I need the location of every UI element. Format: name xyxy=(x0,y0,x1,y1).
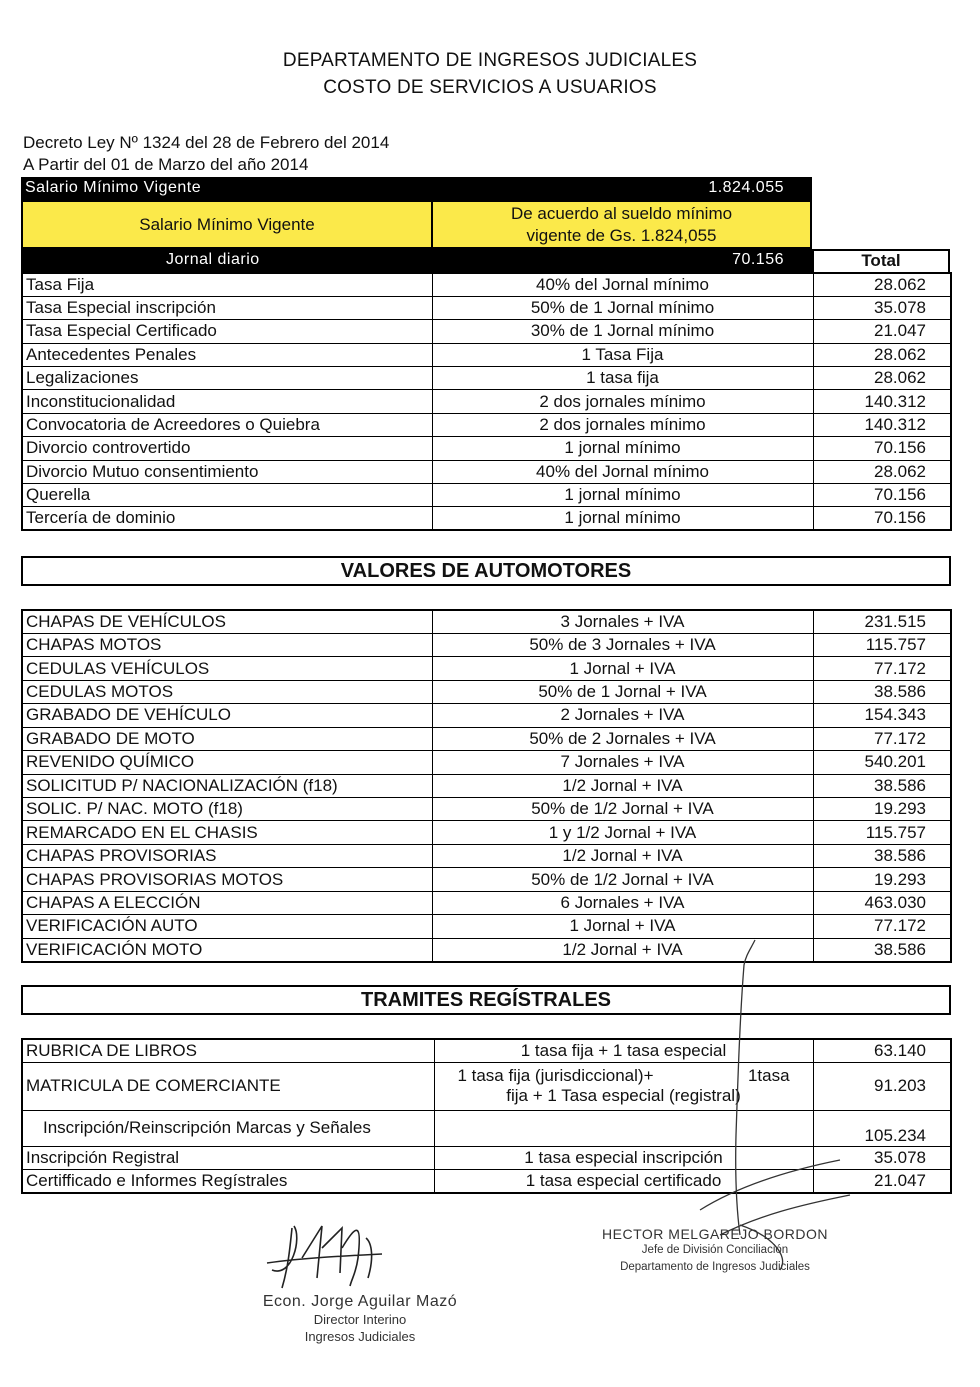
row-description: CHAPAS MOTOS xyxy=(22,633,432,656)
row-description: CHAPAS PROVISORIAS MOTOS xyxy=(22,868,432,891)
row-description: Certifficado e Informes Regístrales xyxy=(22,1170,434,1193)
row-description: CHAPAS DE VEHÍCULOS xyxy=(22,610,432,633)
row-formula: 1/2 Jornal + IVA xyxy=(432,774,813,797)
fee-row xyxy=(22,390,951,413)
decree-line2: A Partir del 01 de Marzo del año 2014 xyxy=(23,155,309,174)
row-formula: 50% de 1 Jornal mínimo xyxy=(432,296,813,319)
row-total: 77.172 xyxy=(813,657,951,680)
left-signature-block xyxy=(240,1215,480,1345)
row-formula: 50% de 3 Jornales + IVA xyxy=(432,633,813,656)
row-description: Inscripción/Reinscripción Marcas y Señales xyxy=(22,1110,434,1146)
row-description: Inscripción Registral xyxy=(22,1146,434,1169)
row-total: 91.203 xyxy=(813,1062,951,1110)
row-description: GRABADO DE MOTO xyxy=(22,727,432,750)
row-description: Legalizaciones xyxy=(22,367,432,390)
row-formula: 1 Jornal + IVA xyxy=(432,657,813,680)
minimum-salary-text-line1: De acuerdo al sueldo mínimo xyxy=(510,203,733,223)
row-description: SOLICITUD P/ NACIONALIZACIÓN (f18) xyxy=(22,774,432,797)
row-description: CEDULAS MOTOS xyxy=(22,680,432,703)
right-signer-title1: Jefe de División Conciliación xyxy=(641,1244,789,1256)
row-description: Tercería de dominio xyxy=(22,507,432,530)
row-total: 70.156 xyxy=(813,437,951,460)
left-signer-name: Econ. Jorge Aguilar Mazó xyxy=(262,1293,458,1310)
minimum-salary-bar xyxy=(21,177,812,200)
page-title-line2: COSTO DE SERVICIOS A USUARIOS xyxy=(323,77,657,98)
row-total: 21.047 xyxy=(813,1170,951,1193)
row-total: 38.586 xyxy=(813,844,951,867)
automotive-row xyxy=(22,798,951,821)
row-formula: 50% de 1/2 Jornal + IVA xyxy=(432,798,813,821)
right-signer-name: HECTOR MELGAREJO BORDON xyxy=(602,1226,828,1242)
automotive-table xyxy=(21,609,952,963)
fee-row xyxy=(22,460,951,483)
row-formula: 1 tasa fija + 1 tasa especial xyxy=(434,1039,813,1062)
row-formula: 1 jornal mínimo xyxy=(432,507,813,530)
row-total: 231.515 xyxy=(813,610,951,633)
left-signer-title2: Ingresos Judiciales xyxy=(304,1329,416,1344)
automotive-row xyxy=(22,844,951,867)
row-formula: 40% del Jornal mínimo xyxy=(432,273,813,296)
automotive-row xyxy=(22,704,951,727)
row-total: 28.062 xyxy=(813,460,951,483)
row-formula: 40% del Jornal mínimo xyxy=(432,460,813,483)
fee-row xyxy=(22,320,951,343)
row-total: 105.234 xyxy=(813,1110,951,1146)
row-description: CHAPAS A ELECCIÓN xyxy=(22,891,432,914)
automotive-section-title: VALORES DE AUTOMOTORES xyxy=(21,556,951,586)
row-formula: 1 Tasa Fija xyxy=(432,343,813,366)
row-total: 38.586 xyxy=(813,680,951,703)
row-total: 35.078 xyxy=(813,296,951,319)
row-total: 28.062 xyxy=(813,273,951,296)
row-formula: 1 jornal mínimo xyxy=(432,437,813,460)
row-description: Convocatoria de Acreedores o Quiebra xyxy=(22,413,432,436)
row-formula: 1 jornal mínimo xyxy=(432,484,813,507)
row-description: VERIFICACIÓN MOTO xyxy=(22,938,432,961)
left-signer-title1: Director Interino xyxy=(313,1312,407,1327)
row-total: 28.062 xyxy=(813,343,951,366)
automotive-row xyxy=(22,610,951,633)
row-formula: 50% de 2 Jornales + IVA xyxy=(432,727,813,750)
row-description: CHAPAS PROVISORIAS xyxy=(22,844,432,867)
minimum-salary-box-label: Salario Mínimo Vigente xyxy=(23,202,433,247)
fee-row xyxy=(22,507,951,530)
row-description: SOLIC. P/ NAC. MOTO (f18) xyxy=(22,798,432,821)
automotive-row xyxy=(22,868,951,891)
row-total: 19.293 xyxy=(813,798,951,821)
row-total: 463.030 xyxy=(813,891,951,914)
row-description: Tasa Especial Certificado xyxy=(22,320,432,343)
fee-row xyxy=(22,437,951,460)
row-description: Querella xyxy=(22,484,432,507)
row-total: 140.312 xyxy=(813,413,951,436)
automotive-row xyxy=(22,680,951,703)
row-formula-line1: 1 tasa fija (jurisdiccional)+ 1tasa xyxy=(457,1066,790,1086)
row-total: 38.586 xyxy=(813,774,951,797)
daily-wage-value: 70.156 xyxy=(732,251,784,268)
row-total: 540.201 xyxy=(813,751,951,774)
row-total: 77.172 xyxy=(813,915,951,938)
row-formula: 2 dos jornales mínimo xyxy=(432,390,813,413)
minimum-salary-text-line2: vigente de Gs. 1.824,055 xyxy=(526,225,717,245)
automotive-row xyxy=(22,727,951,750)
fee-row xyxy=(22,343,951,366)
row-description: Divorcio Mutuo consentimiento xyxy=(22,460,432,483)
row-description: Tasa Especial inscripción xyxy=(22,296,432,319)
row-total: 35.078 xyxy=(813,1146,951,1169)
automotive-row xyxy=(22,633,951,656)
fee-row xyxy=(22,367,951,390)
row-total: 115.757 xyxy=(813,821,951,844)
daily-wage-label: Jornal diario xyxy=(166,251,260,268)
fee-row xyxy=(22,273,951,296)
row-formula: 1 tasa especial certificado xyxy=(434,1170,813,1193)
fee-row xyxy=(22,296,951,319)
row-total: 154.343 xyxy=(813,704,951,727)
row-description: VERIFICACIÓN AUTO xyxy=(22,915,432,938)
fee-row xyxy=(22,413,951,436)
row-formula: 1 Jornal + IVA xyxy=(432,915,813,938)
row-total: 21.047 xyxy=(813,320,951,343)
decree-line1: Decreto Ley Nº 1324 del 28 de Febrero del 2014 xyxy=(23,133,390,152)
row-formula: 50% de 1/2 Jornal + IVA xyxy=(432,868,813,891)
row-description: RUBRICA DE LIBROS xyxy=(22,1039,434,1062)
row-formula: 1/2 Jornal + IVA xyxy=(432,844,813,867)
row-total: 70.156 xyxy=(813,507,951,530)
row-description: REVENIDO QUÍMICO xyxy=(22,751,432,774)
row-description: REMARCADO EN EL CHASIS xyxy=(22,821,432,844)
row-formula: 1 tasa especial inscripción xyxy=(434,1146,813,1169)
minimum-salary-box-text xyxy=(433,202,810,247)
fees-table xyxy=(21,272,952,531)
row-formula: 3 Jornales + IVA xyxy=(432,610,813,633)
daily-wage-bar xyxy=(21,249,812,272)
row-formula: 1/2 Jornal + IVA xyxy=(432,938,813,961)
row-total: 38.586 xyxy=(813,938,951,961)
automotive-row xyxy=(22,751,951,774)
row-formula: 1 tasa fija xyxy=(432,367,813,390)
automotive-row xyxy=(22,821,951,844)
row-description: Antecedentes Penales xyxy=(22,343,432,366)
row-total: 63.140 xyxy=(813,1039,951,1062)
right-signer-title2: Departamento de Ingresos Judiciales xyxy=(620,1261,810,1273)
row-total: 19.293 xyxy=(813,868,951,891)
row-total: 70.156 xyxy=(813,484,951,507)
row-formula: 2 dos jornales mínimo xyxy=(432,413,813,436)
row-formula: 30% de 1 Jornal mínimo xyxy=(432,320,813,343)
automotive-row xyxy=(22,774,951,797)
row-description: Tasa Fija xyxy=(22,273,432,296)
row-description: MATRICULA DE COMERCIANTE xyxy=(22,1062,434,1110)
row-description: Inconstitucionalidad xyxy=(22,390,432,413)
total-column-header: Total xyxy=(812,249,950,272)
row-total: 140.312 xyxy=(813,390,951,413)
minimum-salary-value: 1.824.055 xyxy=(708,179,784,196)
registry-section-title: TRAMITES REGÍSTRALES xyxy=(21,985,951,1015)
row-formula: 50% de 1 Jornal + IVA xyxy=(432,680,813,703)
right-signature-block xyxy=(600,1226,830,1276)
row-total: 28.062 xyxy=(813,367,951,390)
row-formula-line2: fija + 1 Tasa especial (registral) xyxy=(506,1086,741,1106)
row-description: CEDULAS VEHÍCULOS xyxy=(22,657,432,680)
row-description: GRABADO DE VEHÍCULO xyxy=(22,704,432,727)
row-description: Divorcio controvertido xyxy=(22,437,432,460)
row-total: 115.757 xyxy=(813,633,951,656)
automotive-row xyxy=(22,891,951,914)
row-formula: 1 y 1/2 Jornal + IVA xyxy=(432,821,813,844)
right-signature-scribble xyxy=(680,935,860,1275)
automotive-row xyxy=(22,657,951,680)
minimum-salary-label: Salario Mínimo Vigente xyxy=(25,179,202,196)
row-formula: 7 Jornales + IVA xyxy=(432,751,813,774)
page-title-line1: DEPARTAMENTO DE INGRESOS JUDICIALES xyxy=(282,50,698,71)
fee-row xyxy=(22,484,951,507)
row-formula: 2 Jornales + IVA xyxy=(432,704,813,727)
minimum-salary-box xyxy=(21,200,812,249)
row-formula: 6 Jornales + IVA xyxy=(432,891,813,914)
row-total: 77.172 xyxy=(813,727,951,750)
